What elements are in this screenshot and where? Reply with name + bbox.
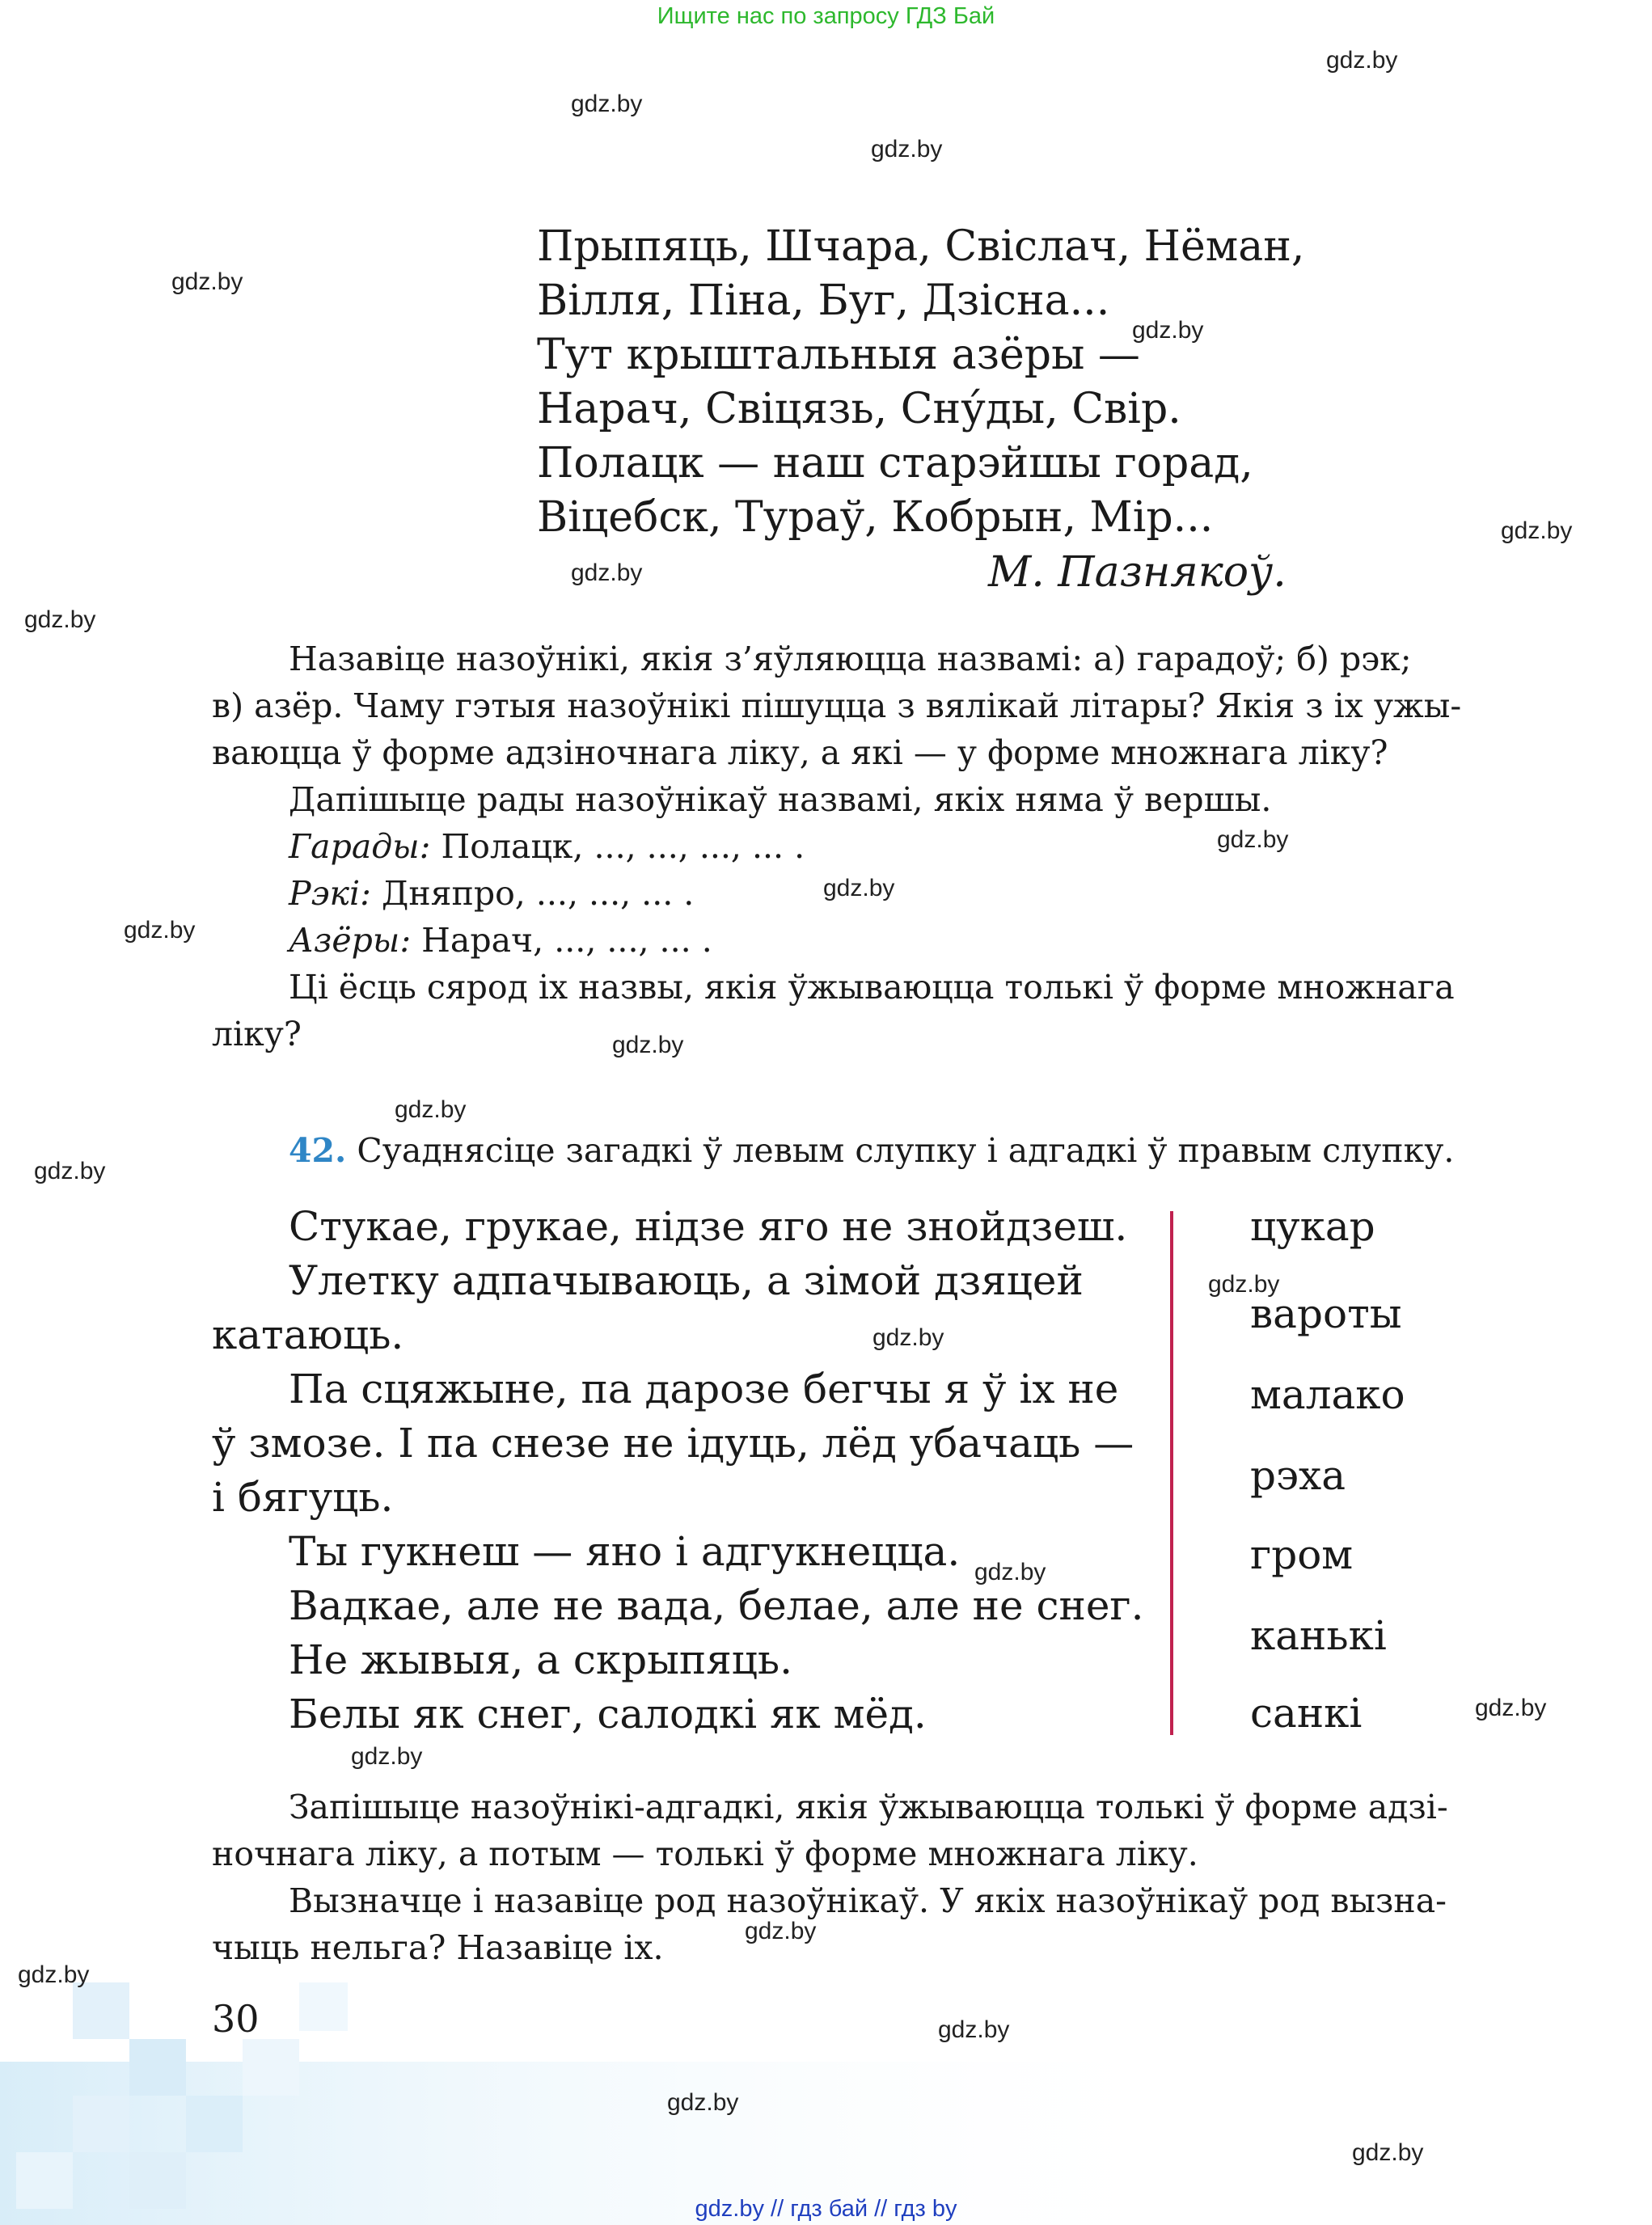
answer-item: вароты [1250, 1290, 1402, 1337]
text-line: Вызначце і назавіце род назоўнікаў. У якіх назоўнікаў род вызна- [289, 1881, 1447, 1920]
text-line: в) азёр. Чаму гэтыя назоўнікі пішуцца з вялікай літары? Якія з іх ужы- [212, 686, 1462, 725]
watermark: gdz.by [18, 1961, 90, 1988]
watermark: gdz.by [24, 606, 96, 633]
riddle-line: і бягуць. [212, 1474, 394, 1521]
task-instruction: Суаднясіце загадкі ў левым слупку і адгадкі ў правым слупку. [346, 1131, 1455, 1170]
riddle-line: Стукае, грукае, нідзе яго не знойдзеш. [289, 1203, 1128, 1250]
poem-line: Вілля, Піна, Буг, Дзісна... [537, 277, 1110, 325]
list-row-lakes [212, 917, 1461, 964]
riddles-column [212, 1200, 1144, 1742]
search-banner[interactable]: Ищите нас по запросу ГДЗ Бай [657, 3, 995, 29]
row-label: Гарады: [289, 827, 431, 866]
text-line: ночнага ліку, а потым — толькі ў форме множнага ліку. [212, 1834, 1198, 1873]
answer-item: рэха [1250, 1452, 1346, 1499]
text-line: чыць нельга? Назавіце іх. [212, 1928, 664, 1967]
answer-item: малако [1250, 1371, 1405, 1418]
list-row-rivers [212, 870, 1461, 917]
poem-line: Нарач, Свіцязь, Сну́ды, Свір. [537, 385, 1181, 433]
watermark: gdz.by [745, 1918, 817, 1944]
watermark: gdz.by [938, 2016, 1010, 2043]
watermark: gdz.by [1475, 1695, 1547, 1721]
riddle-line: Улетку адпачываюць, а зімой дзяцей [289, 1257, 1084, 1304]
watermark: gdz.by [395, 1096, 467, 1123]
footer-links [0, 2196, 1652, 2223]
column-divider [1170, 1211, 1173, 1735]
footer-link[interactable]: gdz.by [695, 2196, 764, 2222]
text-line: ліку? [212, 1015, 302, 1053]
watermark: gdz.by [667, 2089, 739, 2116]
row-text: Дняпро, ..., ..., ... . [370, 874, 695, 913]
footer-separator: // [874, 2196, 888, 2222]
riddle-line: Па сцяжыне, па дарозе бегчы я ў іх не [289, 1366, 1119, 1412]
watermark: gdz.by [871, 136, 943, 163]
riddle-line: ў змозе. І па снезе не ідуць, лёд убачаць — [212, 1420, 1134, 1467]
poem-author: М. Пазнякоў. [988, 548, 1287, 597]
poem [537, 220, 1304, 545]
row-label: Азёры: [289, 921, 412, 960]
row-text: Полацк, ..., ..., ..., ... . [430, 827, 805, 866]
watermark: gdz.by [823, 875, 895, 901]
riddle-line: катаюць. [212, 1311, 404, 1358]
list-row-cities [212, 823, 1461, 870]
watermark: gdz.by [171, 268, 243, 295]
row-text: Нарач, ..., ..., ... . [411, 921, 712, 960]
watermark: gdz.by [1208, 1271, 1280, 1298]
task-42-questions [212, 1784, 1448, 1971]
poem-line: Полацк — наш старэйшы горад, [537, 439, 1253, 488]
watermark: gdz.by [1352, 2139, 1424, 2166]
watermark: gdz.by [1501, 517, 1573, 544]
riddle-line: Вадкае, але не вада, белае, але не снег. [289, 1582, 1144, 1629]
footer-link[interactable]: гдз бай [790, 2196, 868, 2222]
answer-item: гром [1250, 1531, 1354, 1578]
text-line: Дапішыце рады назоўнікаў назвамі, якіх няма ў вершы. [289, 780, 1272, 819]
watermark: gdz.by [571, 559, 643, 586]
text-line: ваюцца ў форме адзіночнага ліку, а які — у форме множнага ліку? [212, 733, 1388, 772]
watermark: gdz.by [872, 1324, 944, 1351]
watermark: gdz.by [34, 1158, 106, 1184]
watermark: gdz.by [974, 1559, 1046, 1585]
riddle-line: Белы як снег, салодкі як мёд. [289, 1691, 927, 1737]
riddle-line: Ты гукнеш — яно і адгукнецца. [289, 1528, 961, 1575]
watermark: gdz.by [124, 917, 196, 944]
page-number: 30 [212, 1997, 260, 2041]
text-line: Ці ёсць сярод іх назвы, якія ўжываюцца толькі ў форме множнага [289, 968, 1455, 1007]
text-line: Запішыце назоўнікі-адгадкі, якія ўжываюцца толькі ў форме адзі- [289, 1788, 1448, 1826]
footer-link[interactable]: гдз by [894, 2196, 957, 2222]
poem-line: Тут крыштальныя азёры — [537, 331, 1140, 379]
decorative-squares [0, 1973, 1213, 2225]
footer-separator: // [771, 2196, 784, 2222]
answer-item: канькі [1250, 1612, 1387, 1659]
text-line: Назавіце назоўнікі, якія з’яўляюцца назвамі: а) гарадоў; б) рэк; [289, 640, 1412, 678]
task-42-heading [289, 1127, 1454, 1174]
watermark: gdz.by [1132, 317, 1204, 344]
poem-line: Прыпяць, Шчара, Свіслач, Нёман, [537, 222, 1305, 271]
poem-line: Віцебск, Тураў, Кобрын, Мір... [537, 493, 1214, 542]
watermark: gdz.by [612, 1032, 684, 1058]
watermark: gdz.by [1326, 47, 1398, 74]
task-number: 42. [289, 1131, 347, 1170]
watermark: gdz.by [351, 1743, 423, 1770]
riddle-line: Не жывыя, а скрыпяць. [289, 1636, 793, 1683]
task-41-text [212, 635, 1461, 1058]
watermark: gdz.by [1217, 826, 1289, 853]
watermark: gdz.by [571, 91, 643, 117]
answer-item: санкі [1250, 1690, 1363, 1737]
answer-item: цукар [1250, 1203, 1375, 1250]
row-label: Рэкі: [289, 874, 371, 913]
